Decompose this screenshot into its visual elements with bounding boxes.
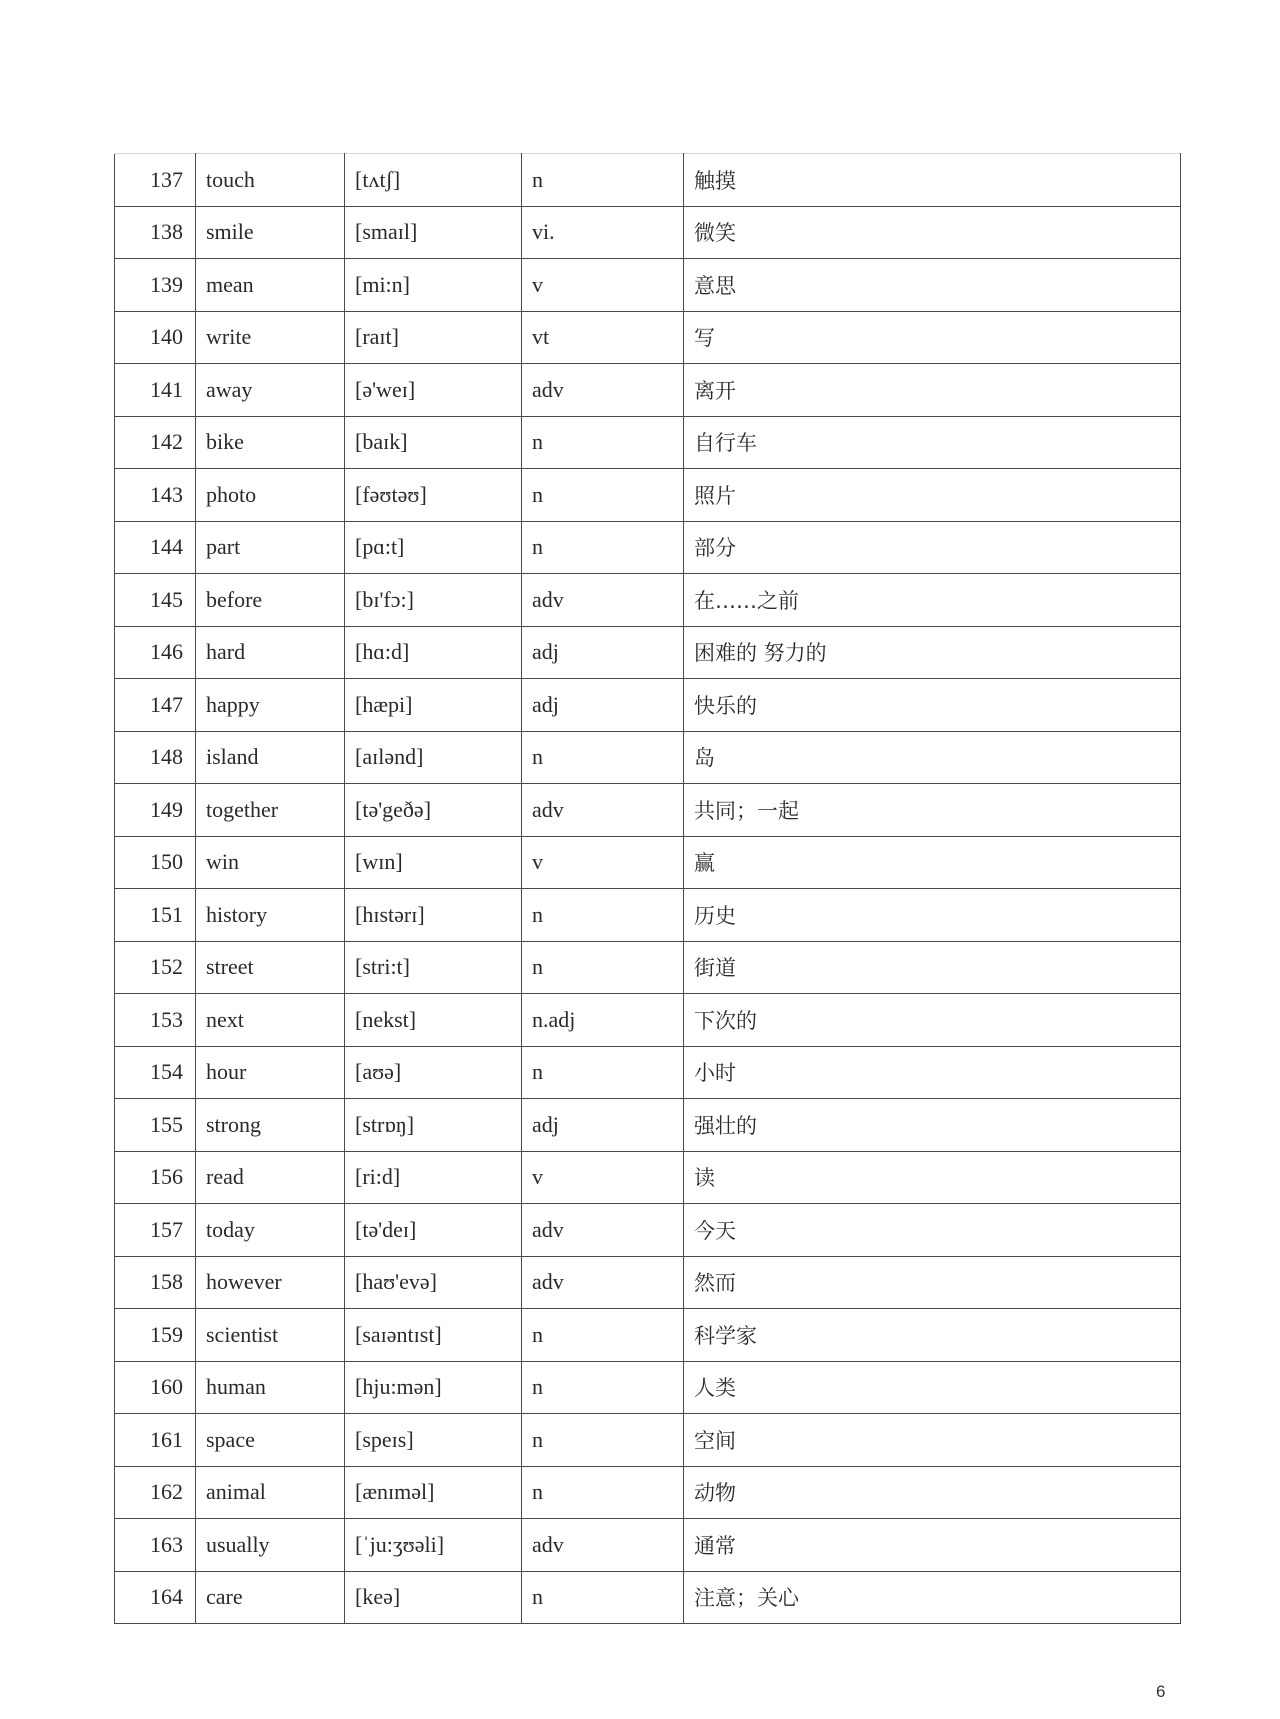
entry-meaning: 意思	[684, 259, 1181, 312]
table-row	[115, 1571, 1181, 1624]
entry-phonetic: [speɪs]	[345, 1414, 522, 1467]
entry-number: 155	[115, 1099, 196, 1152]
entry-meaning: 历史	[684, 889, 1181, 942]
entry-meaning: 共同；一起	[684, 784, 1181, 837]
entry-part-of-speech: adv	[522, 574, 684, 627]
entry-part-of-speech: vi.	[522, 206, 684, 259]
entry-part-of-speech: adv	[522, 1204, 684, 1257]
entry-phonetic: [hæpi]	[345, 679, 522, 732]
entry-number: 156	[115, 1151, 196, 1204]
table-row	[115, 679, 1181, 732]
entry-number: 152	[115, 941, 196, 994]
entry-meaning: 然而	[684, 1256, 1181, 1309]
table-row	[115, 1361, 1181, 1414]
entry-phonetic: [stri:t]	[345, 941, 522, 994]
entry-word: smile	[196, 206, 345, 259]
entry-part-of-speech: adj	[522, 626, 684, 679]
entry-part-of-speech: n	[522, 154, 684, 207]
table-row	[115, 1519, 1181, 1572]
entry-part-of-speech: n	[522, 1046, 684, 1099]
entry-meaning: 注意；关心	[684, 1571, 1181, 1624]
entry-meaning: 空间	[684, 1414, 1181, 1467]
entry-number: 142	[115, 416, 196, 469]
entry-phonetic: [pɑ:t]	[345, 521, 522, 574]
entry-number: 143	[115, 469, 196, 522]
entry-number: 145	[115, 574, 196, 627]
entry-meaning: 通常	[684, 1519, 1181, 1572]
entry-word: photo	[196, 469, 345, 522]
entry-number: 154	[115, 1046, 196, 1099]
table-row	[115, 626, 1181, 679]
entry-meaning: 动物	[684, 1466, 1181, 1519]
table-row	[115, 889, 1181, 942]
entry-number: 150	[115, 836, 196, 889]
entry-phonetic: [nekst]	[345, 994, 522, 1047]
entry-part-of-speech: adv	[522, 784, 684, 837]
entry-meaning: 小时	[684, 1046, 1181, 1099]
entry-phonetic: [ri:d]	[345, 1151, 522, 1204]
entry-number: 162	[115, 1466, 196, 1519]
entry-word: win	[196, 836, 345, 889]
entry-word: away	[196, 364, 345, 417]
entry-part-of-speech: adj	[522, 679, 684, 732]
entry-meaning: 读	[684, 1151, 1181, 1204]
entry-word: mean	[196, 259, 345, 312]
entry-word: usually	[196, 1519, 345, 1572]
entry-phonetic: [keə]	[345, 1571, 522, 1624]
entry-word: care	[196, 1571, 345, 1624]
entry-number: 149	[115, 784, 196, 837]
table-row	[115, 731, 1181, 784]
entry-part-of-speech: n	[522, 1571, 684, 1624]
entry-meaning: 微笑	[684, 206, 1181, 259]
entry-phonetic: [aʊə]	[345, 1046, 522, 1099]
entry-meaning: 科学家	[684, 1309, 1181, 1362]
entry-phonetic: [haʊ'evə]	[345, 1256, 522, 1309]
entry-part-of-speech: adj	[522, 1099, 684, 1152]
entry-phonetic: [hɑ:d]	[345, 626, 522, 679]
entry-part-of-speech: n	[522, 521, 684, 574]
entry-phonetic: [tʌtʃ]	[345, 154, 522, 207]
entry-word: read	[196, 1151, 345, 1204]
entry-word: hard	[196, 626, 345, 679]
entry-meaning: 离开	[684, 364, 1181, 417]
entry-part-of-speech: adv	[522, 1256, 684, 1309]
entry-word: however	[196, 1256, 345, 1309]
entry-number: 140	[115, 311, 196, 364]
table-row	[115, 1256, 1181, 1309]
table-row	[115, 836, 1181, 889]
table-row	[115, 154, 1181, 207]
entry-word: today	[196, 1204, 345, 1257]
entry-word: happy	[196, 679, 345, 732]
table-row	[115, 1414, 1181, 1467]
entry-phonetic: [strɒŋ]	[345, 1099, 522, 1152]
entry-part-of-speech: n	[522, 1361, 684, 1414]
entry-part-of-speech: n	[522, 941, 684, 994]
entry-word: scientist	[196, 1309, 345, 1362]
entry-number: 157	[115, 1204, 196, 1257]
table-row	[115, 416, 1181, 469]
entry-number: 161	[115, 1414, 196, 1467]
entry-phonetic: [wɪn]	[345, 836, 522, 889]
entry-part-of-speech: n	[522, 1309, 684, 1362]
table-row	[115, 364, 1181, 417]
entry-number: 147	[115, 679, 196, 732]
table-row	[115, 1046, 1181, 1099]
entry-phonetic: [ˈju:ʒʊəli]	[345, 1519, 522, 1572]
vocabulary-table-body	[115, 154, 1181, 1624]
entry-phonetic: [saɪəntɪst]	[345, 1309, 522, 1362]
entry-number: 148	[115, 731, 196, 784]
table-row	[115, 1204, 1181, 1257]
entry-word: human	[196, 1361, 345, 1414]
entry-word: next	[196, 994, 345, 1047]
entry-phonetic: [hju:mən]	[345, 1361, 522, 1414]
entry-number: 141	[115, 364, 196, 417]
entry-meaning: 今天	[684, 1204, 1181, 1257]
entry-meaning: 困难的 努力的	[684, 626, 1181, 679]
entry-part-of-speech: n	[522, 1466, 684, 1519]
table-row	[115, 941, 1181, 994]
table-row	[115, 469, 1181, 522]
entry-part-of-speech: n	[522, 731, 684, 784]
entry-part-of-speech: vt	[522, 311, 684, 364]
entry-phonetic: [tə'deɪ]	[345, 1204, 522, 1257]
vocabulary-table	[114, 153, 1181, 1624]
table-row	[115, 1151, 1181, 1204]
entry-number: 146	[115, 626, 196, 679]
entry-phonetic: [tə'geðə]	[345, 784, 522, 837]
entry-meaning: 街道	[684, 941, 1181, 994]
page-number: 6	[1156, 1682, 1166, 1701]
entry-number: 160	[115, 1361, 196, 1414]
table-row	[115, 259, 1181, 312]
entry-number: 139	[115, 259, 196, 312]
entry-phonetic: [fəʊtəʊ]	[345, 469, 522, 522]
table-row	[115, 206, 1181, 259]
entry-word: write	[196, 311, 345, 364]
table-row	[115, 521, 1181, 574]
entry-phonetic: [baɪk]	[345, 416, 522, 469]
entry-part-of-speech: n	[522, 1414, 684, 1467]
entry-number: 158	[115, 1256, 196, 1309]
entry-meaning: 岛	[684, 731, 1181, 784]
entry-number: 138	[115, 206, 196, 259]
entry-word: space	[196, 1414, 345, 1467]
entry-number: 164	[115, 1571, 196, 1624]
entry-meaning: 部分	[684, 521, 1181, 574]
entry-number: 144	[115, 521, 196, 574]
entry-word: bike	[196, 416, 345, 469]
entry-part-of-speech: n.adj	[522, 994, 684, 1047]
entry-part-of-speech: v	[522, 836, 684, 889]
entry-phonetic: [aɪlənd]	[345, 731, 522, 784]
entry-word: part	[196, 521, 345, 574]
entry-word: strong	[196, 1099, 345, 1152]
entry-part-of-speech: adv	[522, 1519, 684, 1572]
entry-meaning: 在……之前	[684, 574, 1181, 627]
entry-meaning: 快乐的	[684, 679, 1181, 732]
entry-meaning: 赢	[684, 836, 1181, 889]
entry-word: together	[196, 784, 345, 837]
entry-part-of-speech: n	[522, 889, 684, 942]
entry-word: hour	[196, 1046, 345, 1099]
entry-meaning: 写	[684, 311, 1181, 364]
entry-word: animal	[196, 1466, 345, 1519]
entry-number: 159	[115, 1309, 196, 1362]
entry-word: street	[196, 941, 345, 994]
entry-number: 151	[115, 889, 196, 942]
entry-number: 163	[115, 1519, 196, 1572]
entry-word: touch	[196, 154, 345, 207]
table-row	[115, 574, 1181, 627]
entry-meaning: 下次的	[684, 994, 1181, 1047]
entry-word: island	[196, 731, 345, 784]
entry-part-of-speech: adv	[522, 364, 684, 417]
entry-number: 137	[115, 154, 196, 207]
entry-phonetic: [raɪt]	[345, 311, 522, 364]
entry-meaning: 强壮的	[684, 1099, 1181, 1152]
entry-meaning: 照片	[684, 469, 1181, 522]
table-row	[115, 311, 1181, 364]
entry-meaning: 自行车	[684, 416, 1181, 469]
entry-phonetic: [mi:n]	[345, 259, 522, 312]
table-row	[115, 1099, 1181, 1152]
entry-phonetic: [smaɪl]	[345, 206, 522, 259]
table-row	[115, 784, 1181, 837]
entry-part-of-speech: n	[522, 469, 684, 522]
entry-part-of-speech: v	[522, 259, 684, 312]
entry-phonetic: [ænɪməl]	[345, 1466, 522, 1519]
table-row	[115, 1309, 1181, 1362]
entry-meaning: 触摸	[684, 154, 1181, 207]
table-row	[115, 994, 1181, 1047]
entry-meaning: 人类	[684, 1361, 1181, 1414]
table-row	[115, 1466, 1181, 1519]
entry-phonetic: [ə'weɪ]	[345, 364, 522, 417]
entry-phonetic: [bɪ'fɔ:]	[345, 574, 522, 627]
entry-word: history	[196, 889, 345, 942]
entry-part-of-speech: n	[522, 416, 684, 469]
entry-part-of-speech: v	[522, 1151, 684, 1204]
entry-phonetic: [hɪstərɪ]	[345, 889, 522, 942]
entry-number: 153	[115, 994, 196, 1047]
entry-word: before	[196, 574, 345, 627]
